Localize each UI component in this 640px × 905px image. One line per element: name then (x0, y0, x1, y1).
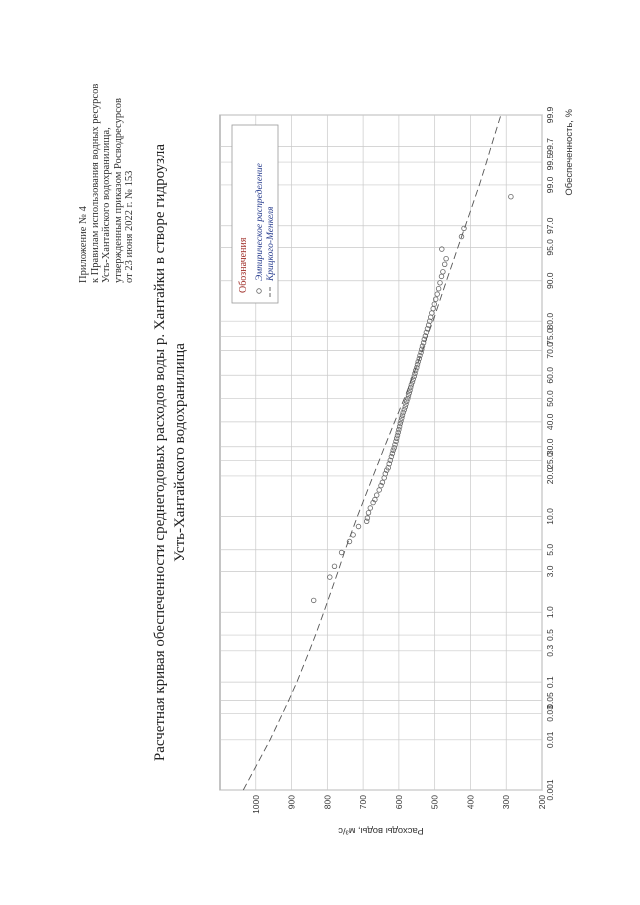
y-tick-label: 400 (465, 795, 476, 810)
legend-item-empirical: Эмпирическое распределение (255, 163, 265, 281)
x-tick-label: 90.0 (545, 272, 555, 290)
appendix-line: от 23 июня 2022 г. № 153 (124, 170, 135, 283)
x-tick-label: 0.03 (545, 705, 555, 722)
x-tick-label: 0.05 (545, 692, 555, 709)
y-tick-label: 700 (358, 795, 369, 810)
x-tick-label: 75.0 (545, 328, 555, 345)
y-tick-label: 200 (537, 795, 547, 810)
x-tick-label: 20.0 (545, 467, 555, 485)
probability-chart (200, 0, 640, 905)
y-tick-label: 600 (393, 795, 404, 810)
y-tick-label: 800 (322, 795, 333, 810)
x-tick-label: 5.0 (545, 543, 555, 556)
legend-title: Обозначения (238, 237, 249, 293)
x-tick-label: 70.0 (545, 342, 555, 359)
x-tick-label: 30.0 (545, 438, 555, 456)
y-tick-label: 500 (429, 795, 440, 810)
x-tick-label: 25.0 (545, 452, 555, 469)
appendix-line: Приложение № 4 (78, 206, 89, 283)
appendix-line: утвержденным приказом Росводресурсов (112, 98, 124, 283)
x-tick-label: 50.0 (545, 390, 555, 407)
y-tick-label: 900 (286, 795, 297, 810)
appendix-line: к Правилам использования водных ресурсов (89, 83, 101, 283)
x-tick-label: 99.5 (545, 153, 555, 171)
x-tick-label: 1.0 (545, 606, 555, 619)
x-tick-label: 80.0 (545, 312, 555, 330)
x-tick-label: 95.0 (545, 239, 555, 256)
title-line-2: Усть-Хантайского водохранилища (172, 343, 188, 562)
x-tick-label: 97.0 (545, 217, 555, 235)
x-tick-label: 99.9 (545, 106, 555, 124)
x-axis-label: Обеспеченность, % (564, 109, 575, 196)
x-tick-label: 0.001 (545, 779, 555, 801)
title-line-1: Расчетная кривая обеспеченности среднегодовых расходов воды р. Хантайки в створе гидроузла (152, 143, 168, 762)
x-tick-label: 0.01 (545, 731, 555, 749)
legend-item-curve: Крицкого-Менкеля (266, 206, 276, 281)
x-tick-label: 0.1 (545, 676, 555, 689)
x-tick-label: 0.3 (545, 644, 555, 657)
x-tick-label: 99.0 (545, 176, 555, 194)
x-tick-label: 60.0 (545, 367, 555, 384)
x-tick-label: 3.0 (545, 565, 555, 578)
appendix-line: Усть-Хантайского водохранилища, (101, 127, 112, 283)
y-axis-label: Расходы воды, м³/с (338, 825, 424, 836)
y-tick-label: 300 (501, 795, 512, 810)
appendix-note (78, 13, 136, 283)
x-tick-label: 0.5 (545, 629, 555, 641)
x-tick-label: 10.0 (545, 508, 555, 525)
y-tick-label: 1000 (250, 795, 261, 814)
x-tick-label: 40.0 (545, 413, 555, 431)
page-title (150, 0, 190, 905)
x-tick-label: 99.7 (545, 138, 555, 155)
